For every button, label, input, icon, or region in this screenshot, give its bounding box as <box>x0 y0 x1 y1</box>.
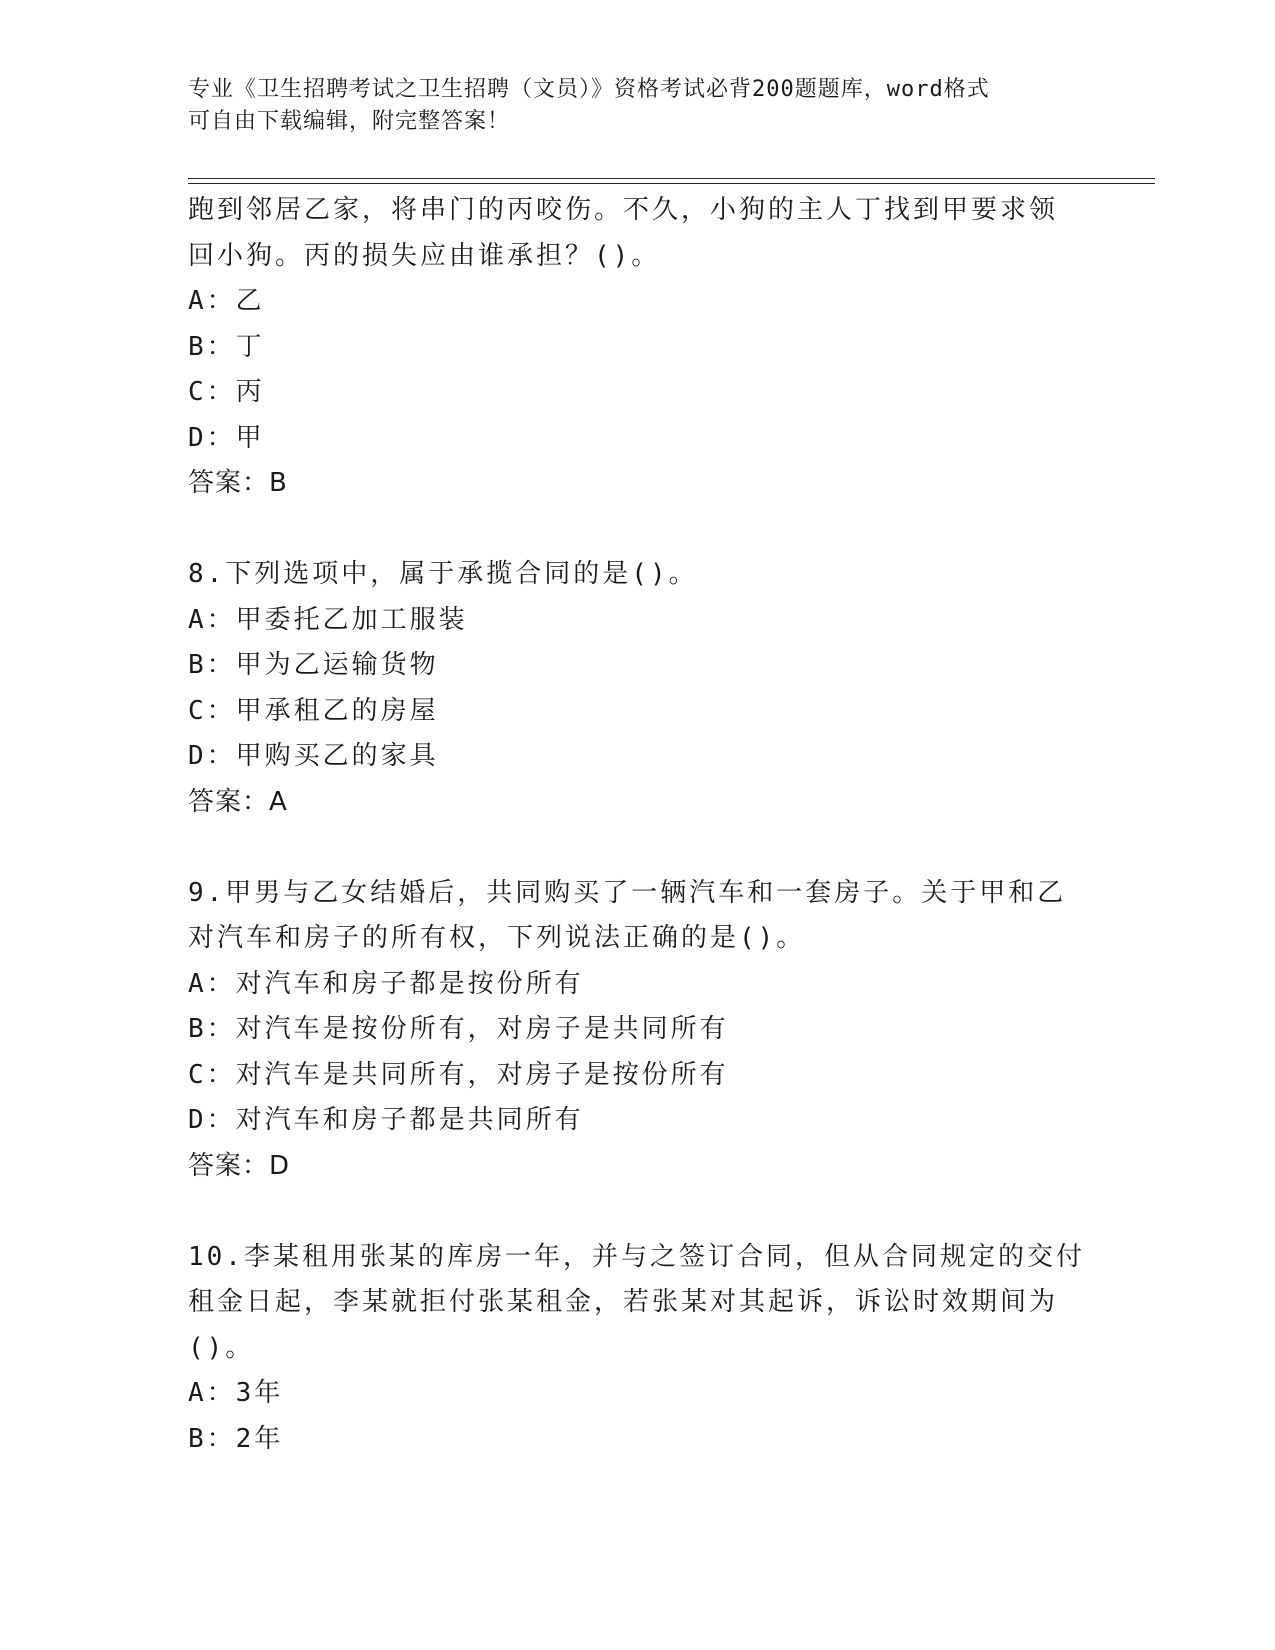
header-divider-bottom <box>188 183 1155 184</box>
option-b: B：甲为乙运输货物 <box>188 650 439 680</box>
answer-line: 答案：B <box>188 468 288 498</box>
document-header <box>188 74 1088 138</box>
answer-line: 答案：D <box>188 1150 291 1181</box>
option-b: B：2年 <box>188 1423 284 1454</box>
option-a: A：甲委托乙加工服装 <box>188 604 468 635</box>
question-10 <box>188 1235 1088 1463</box>
question-stem-line: 9.甲男与乙女结婚后，共同购买了一辆汽车和一套房子。关于甲和乙 <box>188 877 1067 908</box>
option-c: C：甲承租乙的房屋 <box>188 695 439 726</box>
question-7 <box>188 188 1088 507</box>
option-a: A：乙 <box>188 286 265 316</box>
question-stem-line: 10.李某租用张某的库房一年，并与之签订合同，但从合同规定的交付 <box>188 1241 1085 1272</box>
question-list <box>188 188 1088 1462</box>
spacer <box>188 1189 1088 1235</box>
header-title-line-1: 专业《卫生招聘考试之卫生招聘（文员）》资格考试必背200题题库，word格式 <box>188 77 990 102</box>
question-stem-line: 租金日起，李某就拒付张某租金，若张某对其起诉，诉讼时效期间为 <box>188 1287 1059 1317</box>
option-d: D：对汽车和房子都是共同所有 <box>188 1105 584 1135</box>
spacer <box>188 507 1088 553</box>
question-9 <box>188 871 1088 1190</box>
option-b: B：对汽车是按份所有，对房子是共同所有 <box>188 1014 729 1044</box>
option-c: C：对汽车是共同所有，对房子是按份所有 <box>188 1059 729 1090</box>
question-stem-line: 跑到邻居乙家，将串门的丙咬伤。不久，小狗的主人丁找到甲要求领 <box>188 195 1059 225</box>
question-stem-line: 回小狗。丙的损失应由谁承担？()。 <box>188 240 661 271</box>
answer-line: 答案：A <box>188 786 288 817</box>
option-c: C：丙 <box>188 377 265 407</box>
option-a: A：3年 <box>188 1378 284 1408</box>
spacer <box>188 825 1088 871</box>
option-a: A：对汽车和房子都是按份所有 <box>188 968 584 999</box>
header-divider-top <box>188 178 1155 179</box>
question-stem-line: ()。 <box>188 1332 255 1363</box>
header-title-line-2: 可自由下载编辑，附完整答案！ <box>188 109 511 134</box>
question-8 <box>188 552 1088 825</box>
question-stem-line: 8.下列选项中，属于承揽合同的是()。 <box>188 559 698 589</box>
option-b: B：丁 <box>188 331 265 362</box>
question-stem-line: 对汽车和房子的所有权，下列说法正确的是()。 <box>188 923 806 953</box>
option-d: D：甲购买乙的家具 <box>188 741 439 771</box>
option-d: D：甲 <box>188 422 265 453</box>
